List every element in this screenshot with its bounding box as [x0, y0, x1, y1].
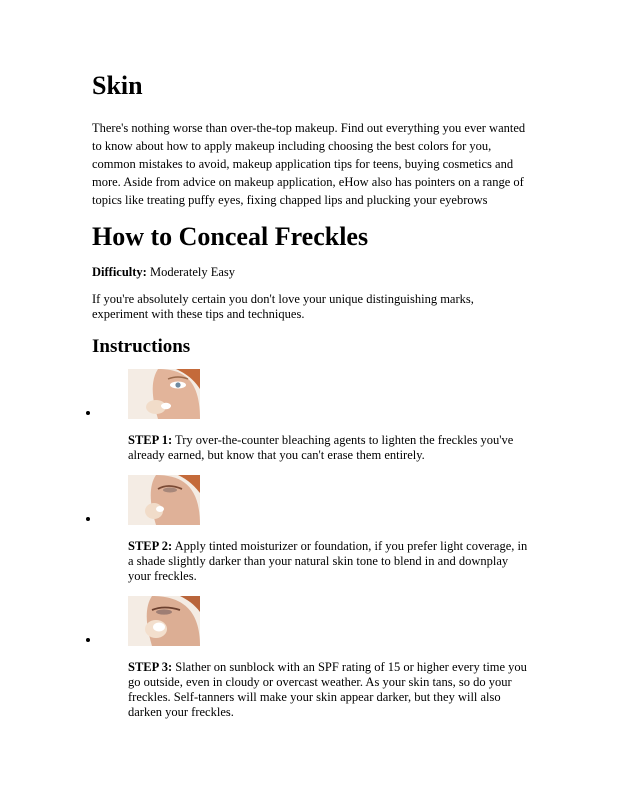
steps-list — [92, 369, 532, 720]
difficulty-label: Difficulty: — [92, 265, 147, 280]
step-3-label: STEP 3: — [128, 660, 173, 675]
step-1-photo — [128, 369, 200, 419]
step-1-label: STEP 1: — [128, 433, 173, 448]
step-3-text — [128, 660, 532, 720]
step-3-body: Slather on sunblock with an SPF rating of 15 or higher every time you go outside, even in cloudy or overcast weather. As your skin tans, so do your freckles. Self-tanners will make your skin appear darker, but they will also darken your freckles. — [128, 660, 527, 720]
step-2-photo — [128, 475, 200, 525]
article-page — [92, 70, 532, 732]
section-title: Skin — [92, 71, 143, 100]
bullet-icon — [86, 411, 90, 415]
step-2-body: Apply tinted moisturizer or foundation, if you prefer light coverage, in a shade slightly darker than your natural skin tone to blend in and downplay your freckles. — [128, 539, 528, 584]
difficulty-value: Moderately Easy — [149, 265, 236, 280]
step-item-1 — [92, 369, 532, 463]
step-2-label: STEP 2: — [128, 539, 173, 554]
bullet-icon — [86, 517, 90, 521]
step-1-body: Try over-the-counter bleaching agents to lighten the freckles you've already earned, but know that you can't erase them entirely. — [128, 433, 514, 463]
step-1-text — [128, 433, 532, 463]
bullet-icon — [86, 638, 90, 642]
difficulty-line — [92, 264, 532, 280]
step-3-photo — [128, 596, 200, 646]
lead-paragraph: If you're absolutely certain you don't love your unique distinguishing marks, experiment with these tips and techniques. — [92, 292, 474, 322]
instructions-heading: Instructions — [92, 336, 191, 358]
article-title: How to Conceal Freckles — [92, 222, 369, 252]
step-item-2 — [92, 475, 532, 584]
intro-paragraph: There's nothing worse than over-the-top makeup. Find out everything you ever wanted to know about how to apply makeup including choosing the best colors for you, common mistakes to avoid, makeup application tips for teens, buying cosmetics and more. Aside from advice on makeup application, eHow also has pointers on a range of topics like treating puffy eyes, fixing chapped lips and plucking your eyebrows — [92, 121, 526, 208]
step-item-3 — [92, 596, 532, 720]
step-2-text — [128, 539, 532, 584]
